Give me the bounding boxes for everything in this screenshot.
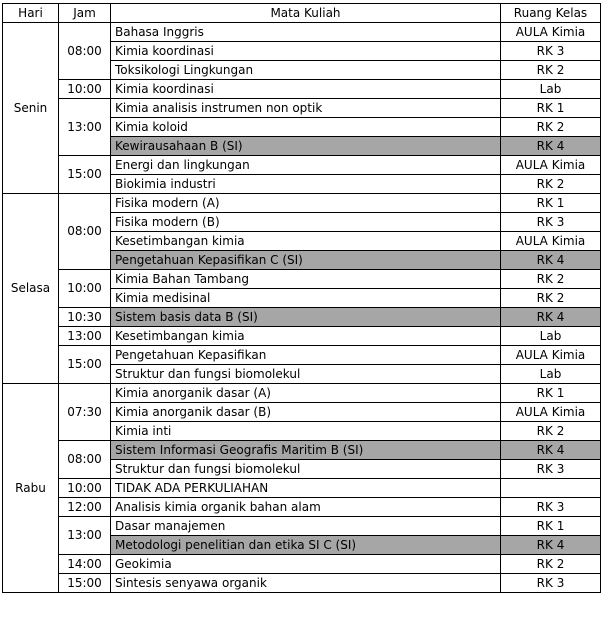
room-cell: RK 4 <box>501 441 601 460</box>
table-row <box>3 80 601 99</box>
time-cell: 15:00 <box>59 156 111 194</box>
room-cell: RK 1 <box>501 194 601 213</box>
table-row <box>3 156 601 175</box>
room-cell: RK 3 <box>501 213 601 232</box>
room-cell: RK 2 <box>501 422 601 441</box>
course-cell: Kimia anorganik dasar (B) <box>111 403 501 422</box>
room-cell: AULA Kimia <box>501 232 601 251</box>
course-cell: Biokimia industri <box>111 175 501 194</box>
course-cell: Toksikologi Lingkungan <box>111 61 501 80</box>
course-cell: Kimia analisis instrumen non optik <box>111 99 501 118</box>
room-cell: RK 3 <box>501 498 601 517</box>
course-cell: Kesetimbangan kimia <box>111 327 501 346</box>
course-cell: Struktur dan fungsi biomolekul <box>111 365 501 384</box>
room-cell: RK 4 <box>501 137 601 156</box>
schedule-table <box>2 3 601 593</box>
table-row <box>3 194 601 213</box>
header-ruang-kelas: Ruang Kelas <box>501 4 601 23</box>
time-cell: 08:00 <box>59 23 111 80</box>
time-cell: 07:30 <box>59 384 111 441</box>
course-cell: Kimia inti <box>111 422 501 441</box>
table-row <box>3 574 601 593</box>
table-row <box>3 99 601 118</box>
course-cell: Dasar manajemen <box>111 517 501 536</box>
course-cell: Kewirausahaan B (SI) <box>111 137 501 156</box>
room-cell: RK 2 <box>501 118 601 137</box>
header-jam: Jam <box>59 4 111 23</box>
course-cell: TIDAK ADA PERKULIAHAN <box>111 479 501 498</box>
room-cell: AULA Kimia <box>501 23 601 42</box>
time-cell: 08:00 <box>59 194 111 270</box>
course-cell: Bahasa Inggris <box>111 23 501 42</box>
room-cell: RK 2 <box>501 555 601 574</box>
time-cell: 12:00 <box>59 498 111 517</box>
room-cell <box>501 479 601 498</box>
table-row <box>3 555 601 574</box>
course-cell: Kesetimbangan kimia <box>111 232 501 251</box>
room-cell: AULA Kimia <box>501 156 601 175</box>
course-cell: Sistem basis data B (SI) <box>111 308 501 327</box>
header-row <box>3 4 601 23</box>
time-cell: 10:00 <box>59 80 111 99</box>
room-cell: AULA Kimia <box>501 346 601 365</box>
course-cell: Energi dan lingkungan <box>111 156 501 175</box>
header-mata-kuliah: Mata Kuliah <box>111 4 501 23</box>
time-cell: 13:00 <box>59 99 111 156</box>
course-cell: Fisika modern (A) <box>111 194 501 213</box>
room-cell: RK 1 <box>501 517 601 536</box>
day-cell: Rabu <box>3 384 59 593</box>
course-cell: Kimia koordinasi <box>111 80 501 99</box>
time-cell: 13:00 <box>59 517 111 555</box>
table-row <box>3 479 601 498</box>
time-cell: 15:00 <box>59 574 111 593</box>
room-cell: RK 3 <box>501 574 601 593</box>
course-cell: Sintesis senyawa organik <box>111 574 501 593</box>
table-row <box>3 346 601 365</box>
table-row <box>3 308 601 327</box>
course-cell: Sistem Informasi Geografis Maritim B (SI) <box>111 441 501 460</box>
room-cell: RK 4 <box>501 308 601 327</box>
room-cell: Lab <box>501 327 601 346</box>
room-cell: RK 4 <box>501 251 601 270</box>
table-row <box>3 270 601 289</box>
room-cell: RK 2 <box>501 61 601 80</box>
room-cell: RK 2 <box>501 270 601 289</box>
table-row <box>3 327 601 346</box>
room-cell: RK 2 <box>501 175 601 194</box>
time-cell: 13:00 <box>59 327 111 346</box>
room-cell: RK 2 <box>501 289 601 308</box>
course-cell: Kimia medisinal <box>111 289 501 308</box>
course-cell: Kimia koloid <box>111 118 501 137</box>
course-cell: Analisis kimia organik bahan alam <box>111 498 501 517</box>
course-cell: Metodologi penelitian dan etika SI C (SI) <box>111 536 501 555</box>
course-cell: Pengetahuan Kepasifikan C (SI) <box>111 251 501 270</box>
room-cell: Lab <box>501 80 601 99</box>
room-cell: AULA Kimia <box>501 403 601 422</box>
header-hari: Hari <box>3 4 59 23</box>
time-cell: 10:30 <box>59 308 111 327</box>
room-cell: RK 1 <box>501 384 601 403</box>
table-row <box>3 498 601 517</box>
day-cell: Selasa <box>3 194 59 384</box>
room-cell: RK 3 <box>501 42 601 61</box>
course-cell: Fisika modern (B) <box>111 213 501 232</box>
day-cell: Senin <box>3 23 59 194</box>
time-cell: 08:00 <box>59 441 111 479</box>
time-cell: 10:00 <box>59 270 111 308</box>
room-cell: Lab <box>501 365 601 384</box>
table-row <box>3 384 601 403</box>
table-row <box>3 517 601 536</box>
time-cell: 10:00 <box>59 479 111 498</box>
table-row <box>3 23 601 42</box>
course-cell: Kimia Bahan Tambang <box>111 270 501 289</box>
room-cell: RK 1 <box>501 99 601 118</box>
course-cell: Geokimia <box>111 555 501 574</box>
course-cell: Kimia koordinasi <box>111 42 501 61</box>
room-cell: RK 3 <box>501 460 601 479</box>
time-cell: 14:00 <box>59 555 111 574</box>
room-cell: RK 4 <box>501 536 601 555</box>
course-cell: Kimia anorganik dasar (A) <box>111 384 501 403</box>
table-row <box>3 441 601 460</box>
time-cell: 15:00 <box>59 346 111 384</box>
course-cell: Struktur dan fungsi biomolekul <box>111 460 501 479</box>
course-cell: Pengetahuan Kepasifikan <box>111 346 501 365</box>
